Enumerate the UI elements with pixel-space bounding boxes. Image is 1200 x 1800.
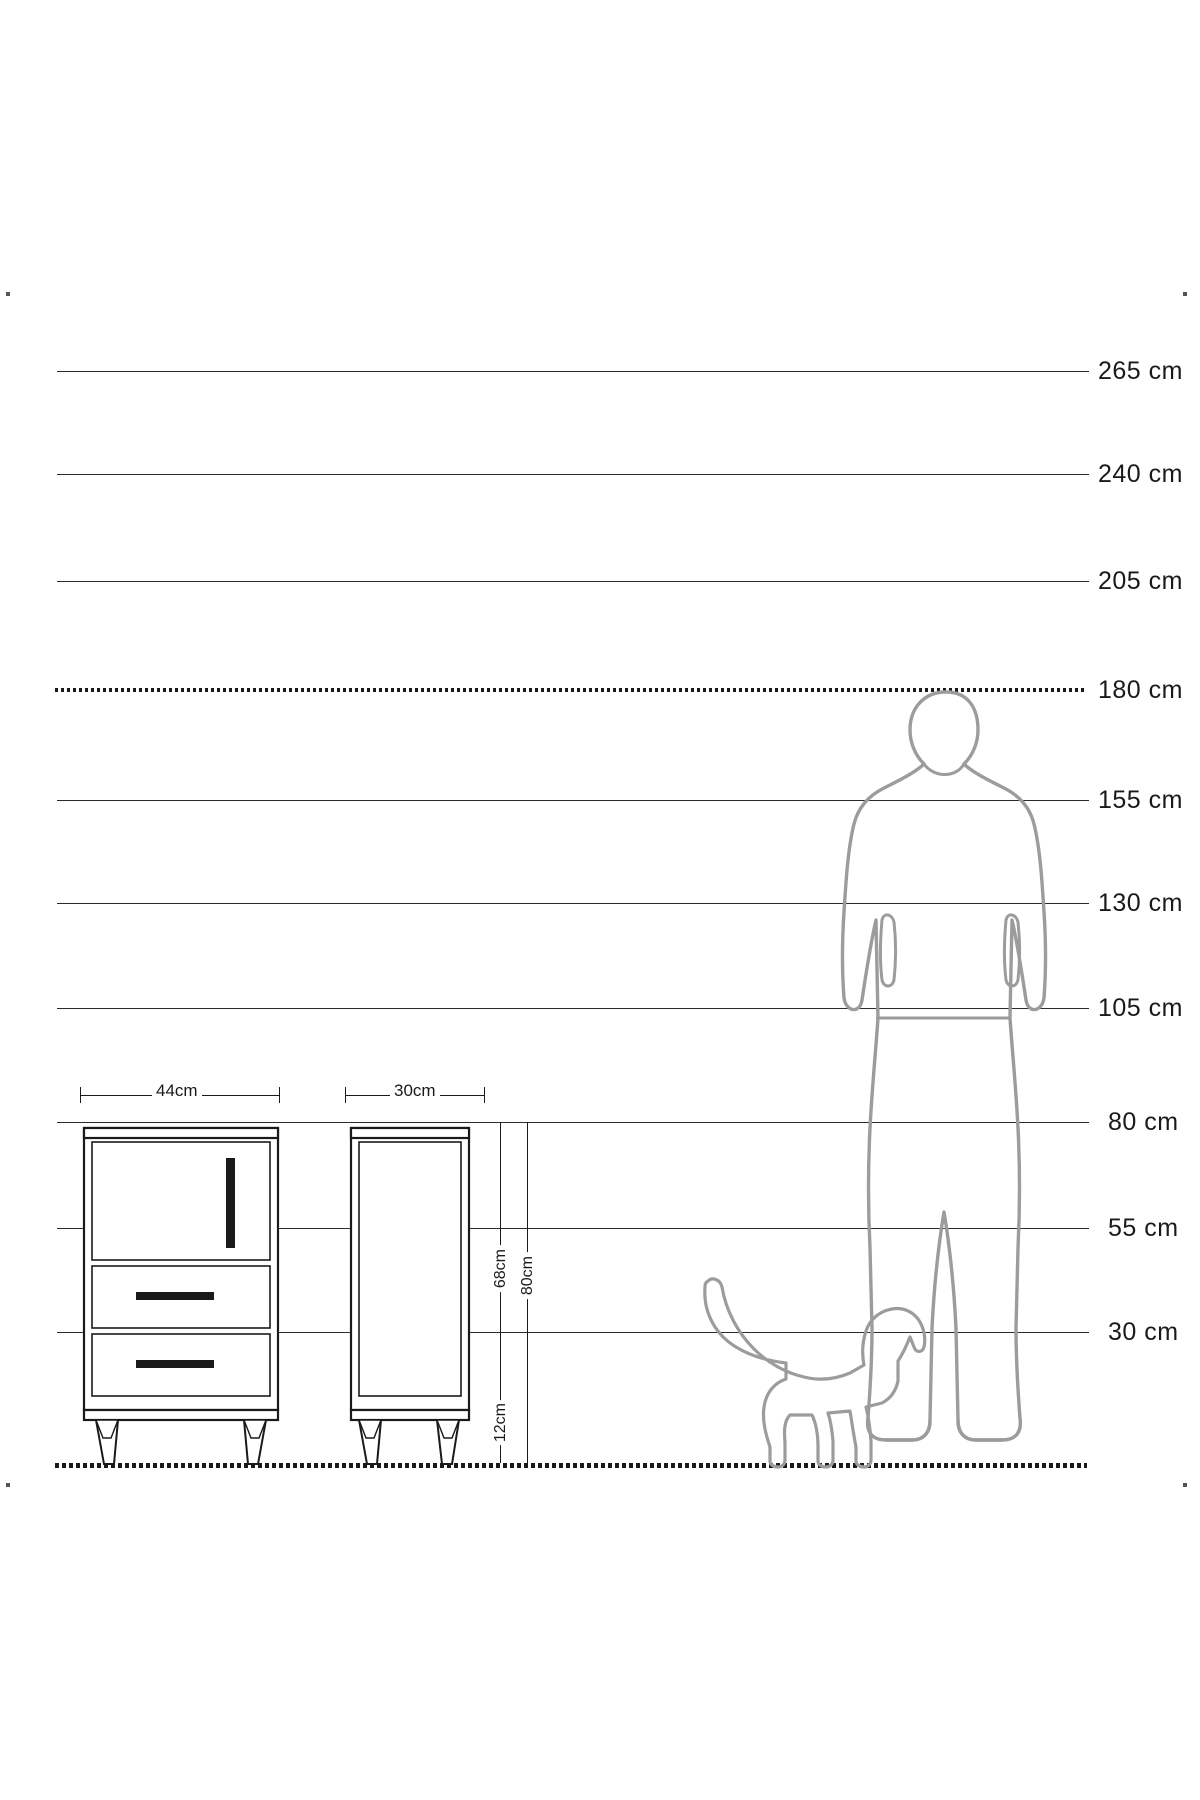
dim-cap-44-left xyxy=(80,1087,81,1103)
dim-cap-30-left xyxy=(345,1087,346,1103)
registration-dot-bottom-left xyxy=(6,1483,10,1487)
scale-line-205 xyxy=(57,581,1067,582)
dim-label-12cm: 12cm xyxy=(492,1400,510,1445)
scale-line-240 xyxy=(57,474,1067,475)
scale-tick-80 xyxy=(1067,1122,1089,1123)
scale-tick-205 xyxy=(1067,581,1089,582)
scale-label-55: 55 cm xyxy=(1108,1214,1179,1242)
scale-label-130: 130 cm xyxy=(1098,889,1183,917)
scale-label-205: 205 cm xyxy=(1098,567,1183,595)
dim-label-44cm: 44cm xyxy=(152,1081,202,1101)
registration-dot-top-right xyxy=(1183,292,1187,296)
scale-line-265 xyxy=(57,371,1067,372)
scale-tick-240 xyxy=(1067,474,1089,475)
registration-dot-top-left xyxy=(6,292,10,296)
scale-label-155: 155 cm xyxy=(1098,786,1183,814)
scale-label-180: 180 cm xyxy=(1098,676,1183,704)
scale-label-240: 240 cm xyxy=(1098,460,1183,488)
narrow-cabinet xyxy=(345,1120,475,1470)
dim-label-68cm: 68cm xyxy=(492,1245,510,1292)
scale-label-80: 80 cm xyxy=(1108,1108,1179,1136)
scale-tick-155 xyxy=(1067,800,1089,801)
human-silhouette xyxy=(838,688,1058,1470)
registration-dot-bottom-right xyxy=(1183,1483,1187,1487)
scale-label-265: 265 cm xyxy=(1098,357,1183,385)
dim-cap-30-right xyxy=(484,1087,485,1103)
scale-tick-30 xyxy=(1067,1332,1089,1333)
dim-label-80cm: 80cm xyxy=(519,1252,537,1299)
scale-tick-130 xyxy=(1067,903,1089,904)
scale-tick-265 xyxy=(1067,371,1089,372)
dim-label-30cm: 30cm xyxy=(390,1081,440,1101)
scale-tick-55 xyxy=(1067,1228,1089,1229)
dim-cap-44-right xyxy=(279,1087,280,1103)
scale-tick-105 xyxy=(1067,1008,1089,1009)
scale-label-105: 105 cm xyxy=(1098,994,1183,1022)
scale-label-30: 30 cm xyxy=(1108,1318,1179,1346)
wide-cabinet xyxy=(78,1120,284,1470)
